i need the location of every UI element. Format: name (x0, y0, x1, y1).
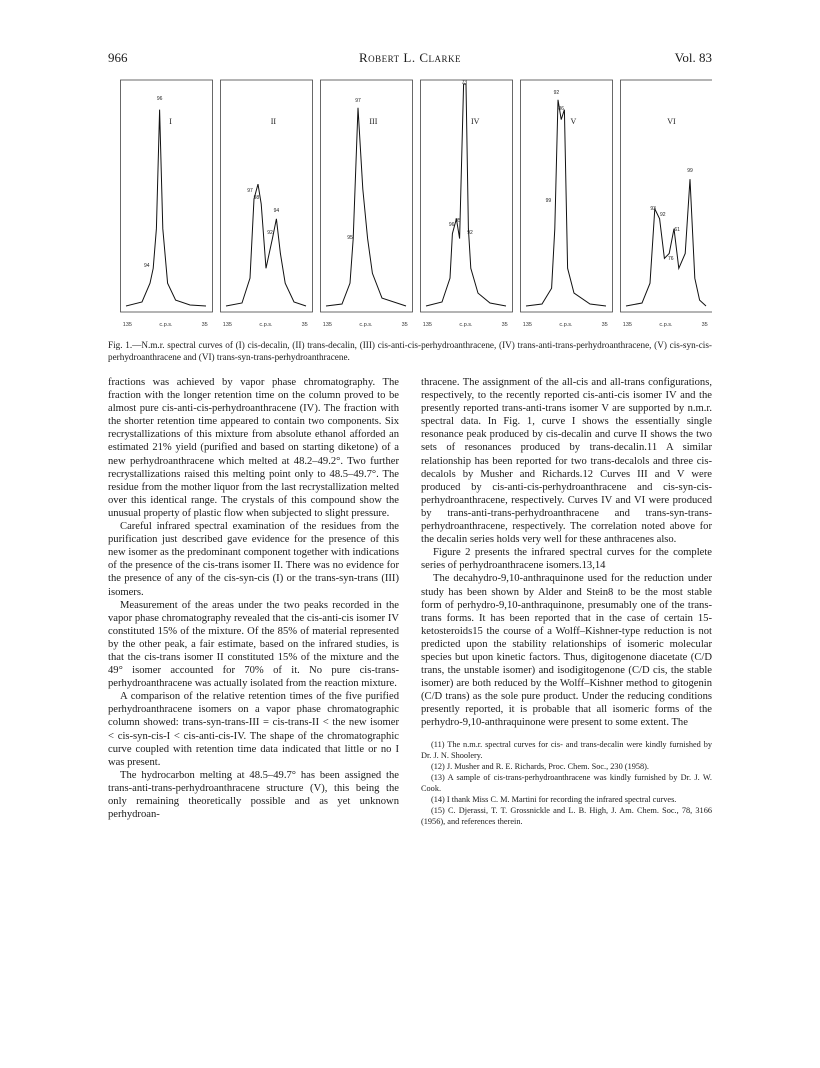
panel-frame (221, 80, 313, 312)
axis-tick-label: 135 (322, 322, 332, 328)
axis-tick-label: 135 (222, 322, 232, 328)
peak-label: 73 (461, 80, 468, 86)
curve-label: III (369, 117, 378, 126)
paragraph: Measurement of the areas under the two peaks recorded in the vapor phase chromatography revealed that the cis-anti-cis isomer IV constituted 15% of the mixture. Of the 85% of material represented by the other peak, a fair estimate, based on the infrared studies, is that the cis-trans isomer II constituted 15% of the mixture and the 49° isomer accounted for 70% of it. No pure cis-trans-perhydroanthracene was actually isolated from the reaction mixture. (108, 599, 399, 690)
running-author: Robert L. Clarke (359, 50, 461, 65)
peak-label: 99 (545, 198, 552, 204)
peak-label: 96 (448, 222, 455, 228)
peak-label: 96 (156, 96, 163, 102)
nmr-spectra-plot (120, 76, 712, 338)
peak-label: 95 (455, 218, 461, 224)
axis-tick-label: 135 (522, 322, 532, 328)
peak-label: 97 (247, 188, 253, 194)
page-header (108, 50, 712, 68)
panel-frame (621, 80, 713, 312)
spectrum-panel-2 (221, 80, 313, 328)
peak-label: 92 (267, 230, 273, 236)
spectrum-curve (326, 108, 406, 306)
axis-tick-label: 35 (701, 322, 708, 328)
curve-label: I (169, 117, 172, 126)
axis-tick-label: c.p.s. (359, 322, 373, 328)
paragraph: fractions was achieved by vapor phase chromatography. The fraction with the longer retention time on the column proved to be almost pure cis-anti-cis-perhydroanthracene (IV). The fraction with the shorter retention time appeared to contain two components. Six recrystallizations of this mixture from absolute ethanol afforded an estimated 21% yield (purified and based on starting diketone) of a new perhydroanthracene which melted at 48.2–49.2°. Two further recrystallizations raised this melting point only to 48.5–49.7°. The residue from the mother liquor from the last recrystallization melted over this identical range. The crystals of this compound show the unusual property of plastic flow when subjected to slight pressure. (108, 377, 399, 519)
figure-caption: Fig. 1.—N.m.r. spectral curves of (I) cis-decalin, (II) trans-decalin, (III) cis-anti-cis-perhydroanthracene, (IV) trans-anti-trans-perhydroanthracene, (V) cis-syn-cis-perhydroanthracene and (VI) trans-syn-trans-perhydroanthracene. (108, 340, 712, 362)
axis-tick-label: c.p.s. (259, 322, 273, 328)
peak-label: 93 (650, 206, 656, 212)
axis-tick-label: 135 (622, 322, 632, 328)
spectrum-curve (126, 110, 206, 306)
axis-tick-label: c.p.s. (159, 322, 173, 328)
nmr-spectra-figure (120, 76, 712, 338)
panel-frame (321, 80, 413, 312)
spectrum-curve (226, 184, 306, 306)
spectrum-panel-6 (621, 80, 713, 328)
axis-tick-label: 135 (122, 322, 132, 328)
peak-label: 94 (144, 263, 150, 269)
axis-tick-label: 35 (501, 322, 508, 328)
left-column (108, 376, 399, 821)
paragraph: Figure 2 presents the infrared spectral curves for the complete series of perhydroanthracene isomers.13,14 (421, 547, 712, 572)
footnote: (12) J. Musher and R. E. Richards, Proc. Chem. Soc., 230 (1958). (431, 761, 649, 771)
peak-label: 92 (467, 230, 473, 236)
volume-number: Vol. 83 (674, 50, 712, 65)
paragraph: thracene. The assignment of the all-cis and all-trans configurations, respectively, to the recently reported cis-anti-cis isomer IV and the presently reported trans-anti-trans isomer V are supported by n.m.r. spectral data. In Fig. 1, curve I shows the essentially single resonance peak produced by cis-decalin and curve II shows the two sets of resonances produced by trans-decalin.11 A similar relationship has been reported for two trans-decalols and three cis-decalols by Musher and Richards.12 Curves III and V were produced by cis-anti-cis-perhydroanthracene and cis-syn-cis-perhydroanthracene, respectively. Curves IV and VI were produced by trans-anti-trans-perhydroanthracene and trans-syn-trans-perhydroanthracene, respectively. The correlation noted above for the decalin series holds very well for these anthracenes also. (421, 377, 712, 546)
peak-label: 61 (674, 227, 680, 233)
spectrum-curve (426, 84, 506, 306)
axis-tick-label: 35 (401, 322, 408, 328)
right-column (421, 376, 712, 827)
curve-label: V (570, 117, 577, 126)
footnote: (13) A sample of cis-trans-perhydroanthracene was kindly furnished by Dr. J. W. Cook. (421, 772, 712, 793)
spectrum-panel-5 (521, 80, 613, 328)
footnote: (11) The n.m.r. spectral curves for cis- and trans-decalin were kindly furnished by Dr. J. N. Shoolery. (421, 739, 712, 760)
peak-label: 97 (355, 98, 361, 104)
paragraph: The decahydro-9,10-anthraquinone used for the reduction under study has been shown by Alder and Stein8 to be the most stable form of perhydro-9,10-anthraquinone, presumably one of the trans-trans forms. It has been reported that in the case of certain 15-ketosteroids15 the course of a Wolff–Kishner-type reduction is not predicted upon the stability relationships of isomeric molecular species but upon kinetic factors. Thus, digitogenone diacetate (C/D trans, the unstable isomer) and isodigitogenone (C/D cis, the stable isomer) are both reduced by the Wolff–Kishner method to gitogenin (C/D trans) as the sole pure product. Under the reducing conditions presently reported, it is probable that all isomeric forms of the perhydro-9,10-anthraquinone were present to some extent. The (421, 573, 712, 729)
axis-tick-label: 135 (422, 322, 432, 328)
axis-tick-label: c.p.s. (659, 322, 673, 328)
peak-label: 92 (553, 90, 560, 96)
spectrum-curve (526, 100, 606, 306)
peak-label: 99 (687, 168, 693, 174)
axis-tick-label: 35 (601, 322, 608, 328)
footnote: (14) I thank Miss C. M. Martini for recording the infrared spectral curves. (431, 794, 677, 804)
footnote: (15) C. Djerassi, T. T. Grossnickle and L. B. High, J. Am. Chem. Soc., 78, 3166 (1956), and references therein. (421, 805, 712, 826)
peak-label: 94 (273, 208, 280, 214)
axis-tick-label: 35 (201, 322, 208, 328)
peak-label: 98 (253, 195, 260, 201)
peak-label: 92 (660, 212, 666, 218)
paragraph: A comparison of the relative retention times of the five purified perhydroanthracene isomers on a vapor phase chromatographic column showed: trans-syn-trans-III = cis-trans-II < the new isomer < cis-syn-cis-I < cis-anti-cis-IV. The shape of the chromatographic curve coupled with retention time data indicated that little or no I was present. (108, 691, 399, 768)
curve-label: II (270, 117, 277, 126)
curve-label: IV (470, 117, 480, 126)
spectrum-panel-4 (421, 80, 513, 328)
panel-frame (121, 80, 213, 312)
page-number: 966 (108, 50, 128, 65)
footnotes (421, 739, 712, 827)
axis-tick-label: c.p.s. (459, 322, 473, 328)
paragraph: Careful infrared spectral examination of the residues from the purification just described gave evidence for the presence of this new isomer as the predominant component together with indications of the presence of the cis-trans isomer II. There was no evidence for the presence of any of the cis-syn-cis (I) or the trans-syn-trans (III) isomers. (108, 521, 399, 598)
peak-label: 86 (558, 106, 564, 112)
axis-tick-label: 35 (301, 322, 308, 328)
peak-label: 95 (347, 235, 353, 241)
paragraph: The hydrocarbon melting at 48.5–49.7° has been assigned the trans-anti-trans-perhydroanthracene structure (V), this being the only remaining theoretically possible and as yet unknown perhydroan- (108, 769, 399, 821)
peak-label: 76 (668, 256, 674, 262)
curve-label: VI (667, 117, 676, 126)
axis-tick-label: c.p.s. (559, 322, 573, 328)
spectrum-curve (626, 179, 706, 306)
spectrum-panel-3 (321, 80, 413, 328)
spectrum-panel-1 (121, 80, 213, 328)
